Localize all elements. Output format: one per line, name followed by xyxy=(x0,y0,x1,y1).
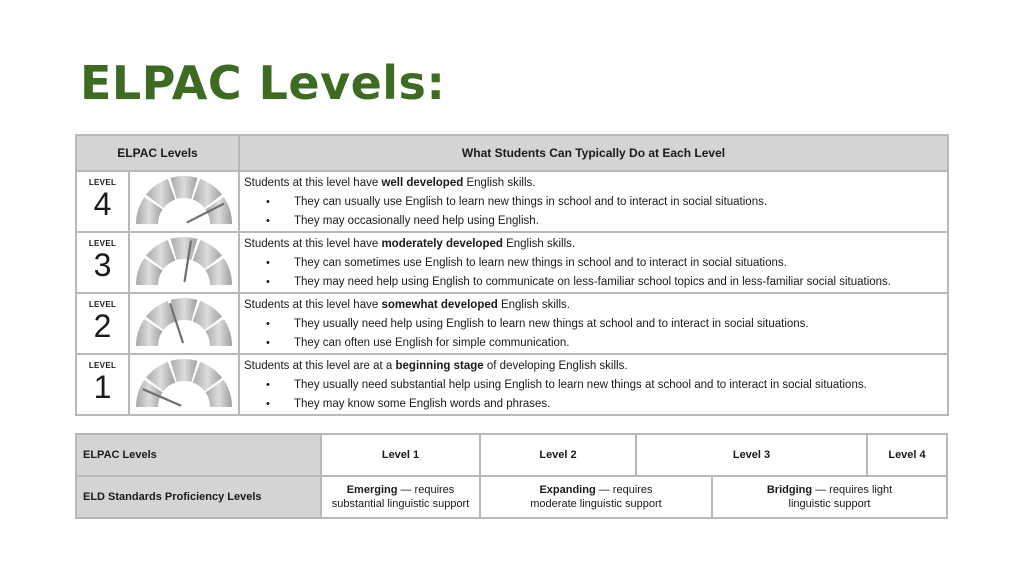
elpac-levels-row xyxy=(76,434,947,476)
gauge-segment xyxy=(171,237,198,260)
header-what-students-can-do: What Students Can Typically Do at Each Level xyxy=(239,135,948,171)
gauge-cell xyxy=(129,232,239,293)
level-number-cell xyxy=(76,354,129,415)
gauge-icon xyxy=(130,233,238,289)
level-row xyxy=(76,293,948,354)
gauge-icon xyxy=(130,172,238,228)
level-4-cell: Level 4 xyxy=(867,434,947,476)
bridging-cell: Bridging — requires light linguistic support xyxy=(712,476,947,518)
level-number: 4 xyxy=(93,186,112,222)
level-number: 3 xyxy=(93,247,112,283)
gauge-cell xyxy=(129,171,239,232)
bullet-item: • They may occasionally need help using English. xyxy=(244,212,943,231)
level-row xyxy=(76,232,948,293)
eld-proficiency-row xyxy=(76,476,947,518)
gauge-icon xyxy=(130,294,238,350)
level-label: LEVEL xyxy=(88,300,117,309)
header-elpac-levels: ELPAC Levels xyxy=(76,135,239,171)
level-number-cell xyxy=(76,171,129,232)
row-header-elpac-levels: ELPAC Levels xyxy=(76,434,321,476)
level-description xyxy=(239,171,948,232)
level-number-cell xyxy=(76,293,129,354)
level-number-cell xyxy=(76,232,129,293)
level-3-cell: Level 3 xyxy=(636,434,867,476)
level-label: LEVEL xyxy=(88,361,117,370)
bullet-item: • They usually need substantial help using English to learn new things at school and to interact in social situations. xyxy=(244,376,943,395)
level-label: LEVEL xyxy=(88,239,117,248)
elpac-levels-table xyxy=(75,134,949,416)
bullet-item: • They usually need help using English to learn new things at school and to interact in social situations. xyxy=(244,315,943,334)
bullet-item: • They can often use English for simple communication. xyxy=(244,334,943,353)
level-label: LEVEL xyxy=(88,178,117,187)
bullet-item: • They may need help using English to communicate on less-familiar school topics and in less-familiar social situations. xyxy=(244,273,943,292)
level-description xyxy=(239,354,948,415)
proficiency-levels-table xyxy=(75,433,948,519)
gauge-segment xyxy=(171,176,198,199)
gauge-segment xyxy=(171,359,198,382)
gauge-cell xyxy=(129,293,239,354)
bullet-item: • They can usually use English to learn new things in school and to interact in social situations. xyxy=(244,193,943,212)
level-intro: Students at this level have moderately developed English skills. xyxy=(244,238,576,250)
expanding-cell: Expanding — requires moderate linguistic support xyxy=(480,476,712,518)
level-intro: Students at this level have somewhat developed English skills. xyxy=(244,299,570,311)
level-description xyxy=(239,232,948,293)
level-number: 2 xyxy=(93,308,112,344)
level-number: 1 xyxy=(93,369,112,405)
level-row xyxy=(76,354,948,415)
row-header-eld-standards: ELD Standards Proficiency Levels xyxy=(76,476,321,518)
gauge-cell xyxy=(129,354,239,415)
page-title: ELPAC Levels: xyxy=(80,56,446,110)
bullet-item: • They can sometimes use English to learn new things in school and to interact in social situations. xyxy=(244,254,943,273)
level-intro: Students at this level are at a beginning stage of developing English skills. xyxy=(244,360,628,372)
level-description xyxy=(239,293,948,354)
level-intro: Students at this level have well developed English skills. xyxy=(244,177,536,189)
level-1-cell: Level 1 xyxy=(321,434,480,476)
bullet-item: • They may know some English words and phrases. xyxy=(244,395,943,414)
level-2-cell: Level 2 xyxy=(480,434,636,476)
gauge-icon xyxy=(130,355,238,411)
emerging-cell: Emerging — requires substantial linguistic support xyxy=(321,476,480,518)
level-row xyxy=(76,171,948,232)
